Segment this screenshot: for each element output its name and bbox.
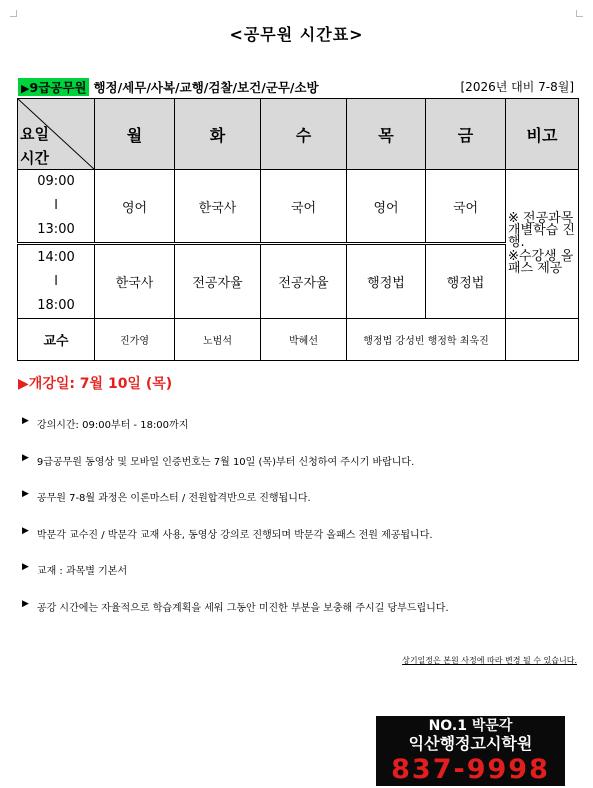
list-item (22, 489, 582, 526)
timetable-header-row (18, 99, 579, 170)
corner-cell (18, 99, 95, 170)
professor-cell: 노범석 (175, 319, 261, 361)
professor-row (18, 319, 579, 361)
bullet-arrow-icon: ▶ (22, 598, 29, 609)
time-start: 09:00 (37, 174, 75, 189)
time-start: 14:00 (37, 249, 75, 265)
bullet-arrow-icon: ▶ (22, 525, 29, 536)
list-item (22, 526, 582, 563)
bullet-arrow-icon: ▶ (22, 416, 29, 426)
timetable (17, 98, 579, 361)
document-title: <공무원 시간표> (229, 25, 364, 44)
subject-cell: 전공자율 (175, 244, 261, 319)
morning-row (18, 170, 579, 244)
professor-cell: 진가영 (95, 319, 175, 361)
corner-day-label: 요일 (20, 125, 49, 143)
bullet-arrow-icon: ▶ (22, 452, 29, 463)
day-header: 수 (261, 99, 347, 170)
day-header: 월 (95, 99, 175, 170)
subject-cell: 영어 (347, 170, 426, 244)
info-list (22, 416, 582, 636)
morning-time-cell (18, 170, 95, 244)
note-cell (506, 170, 579, 319)
subject-cell: 국어 (426, 170, 506, 244)
professor-cell: 박혜선 (261, 319, 347, 361)
corner-time-label: 시간 (20, 149, 49, 167)
list-item (22, 599, 582, 636)
subject-cell: 국어 (261, 170, 347, 244)
course-subheader (18, 78, 578, 96)
category-badge-label: 9급공무원 (29, 80, 87, 95)
fields-list: 행정/세무/사복/교행/검찰/보건/군무/소방 (93, 80, 319, 95)
time-separator: l (54, 198, 58, 213)
empty-note-cell (506, 319, 579, 361)
prep-period: [2026년 대비 7-8월] (460, 80, 574, 94)
list-item-text: 공무원 7-8월 과정은 이론마스터 / 전원합격반으로 진행됩니다. (36, 493, 311, 505)
list-item-text: 강의시간: 09:00부터 - 18:00까지 (36, 420, 189, 431)
day-header: 화 (175, 99, 261, 170)
category-badge (18, 78, 89, 96)
professor-label: 교수 (18, 319, 95, 361)
logo-line-phone: 837-9998 (391, 754, 550, 785)
afternoon-time-cell (18, 244, 95, 319)
list-item-text: 박문각 교수진 / 박문각 교재 사용, 동영상 강의로 진행되며 박문각 올패스 전원 제공됩니다. (36, 529, 433, 541)
professor-name: 행정법 강성빈 (363, 336, 425, 347)
subject-cell: 행정법 (426, 244, 506, 319)
list-item-text: 교재 : 과목별 기본서 (36, 566, 128, 578)
play-arrow-icon: ▶ (21, 82, 30, 95)
time-end: 18:00 (37, 297, 75, 313)
note-header: 비고 (506, 99, 579, 170)
professor-name: 행정학 최욱진 (427, 336, 489, 347)
subject-cell: 한국사 (175, 170, 261, 244)
list-item (22, 562, 582, 599)
logo-line-name: 익산행정고시학원 (408, 734, 533, 753)
list-item (22, 453, 582, 490)
subject-cell: 전공자율 (261, 244, 347, 319)
time-end: 13:00 (37, 222, 75, 237)
opening-date: ▶개강일: 7월 10일 (목) (18, 376, 173, 392)
subject-cell: 행정법 (347, 244, 426, 319)
list-item-text: 공강 시간에는 자율적으로 학습계획을 세워 그동안 미진한 부분을 보충해 주시길 당부드립니다. (36, 602, 449, 614)
list-item (22, 416, 582, 453)
page-corner-mark (10, 10, 17, 17)
note-text: ※ 전공과목 개별학습 진행. (508, 211, 575, 250)
note-text: ※수강생 올패스 제공 (508, 249, 574, 276)
bullet-arrow-icon: ▶ (22, 562, 29, 573)
academy-logo (376, 716, 565, 786)
time-separator: l (54, 273, 58, 289)
list-item-text: 9급공무원 동영상 및 모바일 인증번호는 7월 10일 (목)부터 신청하여 주시기 바랍니다. (36, 456, 415, 468)
day-header: 목 (347, 99, 426, 170)
professor-cell-merged (347, 319, 506, 361)
subject-cell: 한국사 (95, 244, 175, 319)
afternoon-row (18, 244, 579, 319)
page-corner-mark (576, 10, 583, 17)
logo-line-brand: NO.1 박문각 (428, 718, 513, 734)
subject-cell: 영어 (95, 170, 175, 244)
day-header: 금 (426, 99, 506, 170)
bullet-arrow-icon: ▶ (22, 489, 29, 500)
schedule-footnote: 상기일정은 본원 사정에 따라 변경 될 수 있습니다. (402, 656, 577, 665)
